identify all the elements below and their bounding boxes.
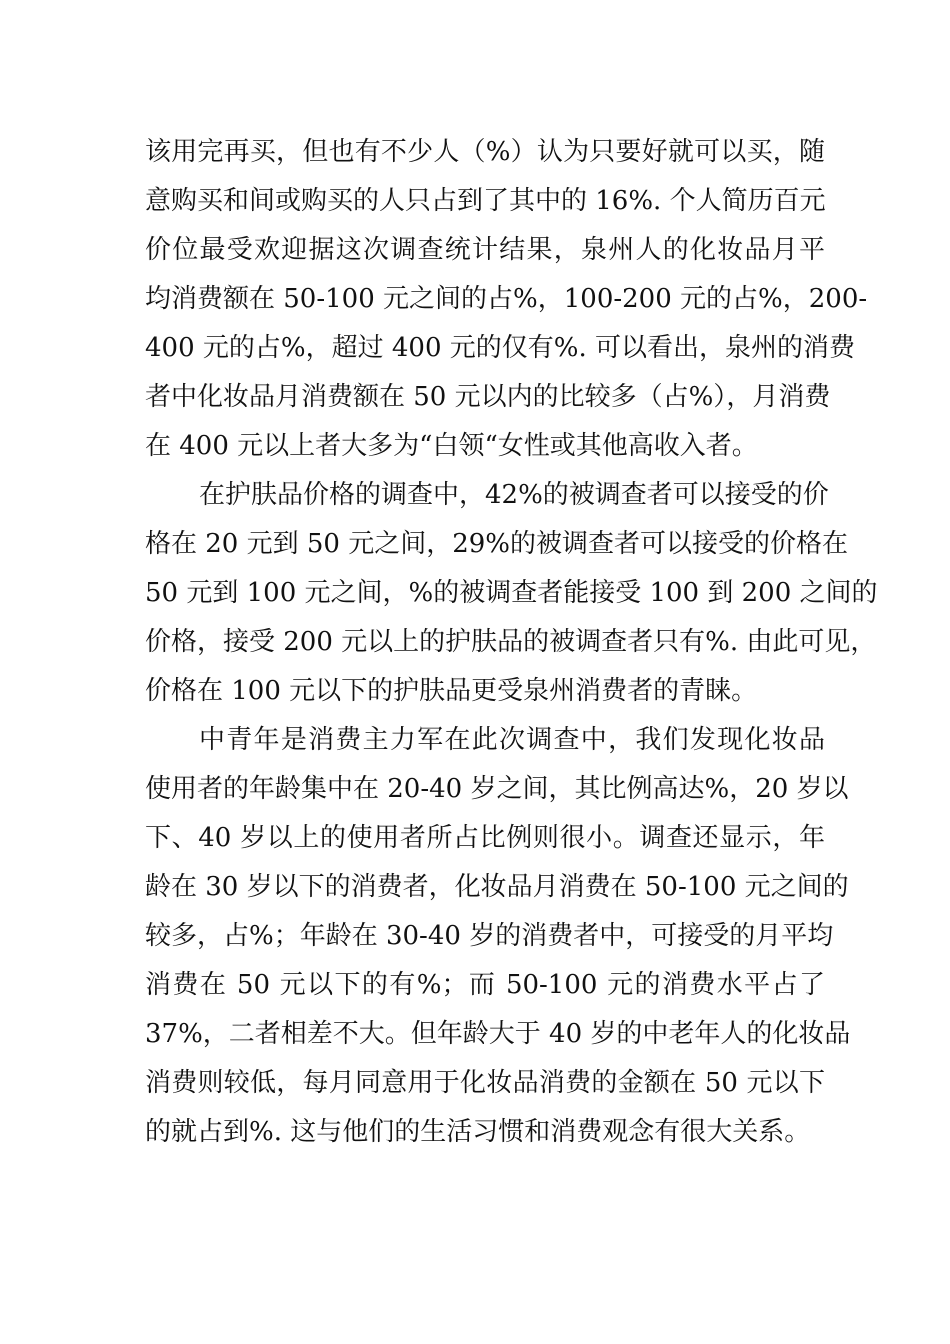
text-line: 价格在 100 元以下的护肤品更受泉州消费者的青睐。 <box>145 676 758 706</box>
text-line: 中青年是消费主力军在此次调查中，我们发现化妆品 <box>199 725 825 755</box>
text-line: 较多，占%；年龄在 30-40 岁的消费者中，可接受的月平均 <box>145 921 834 951</box>
text-line: 在护肤品价格的调查中，42%的被调查者可以接受的价 <box>199 480 829 510</box>
document-page <box>145 128 878 1157</box>
paragraph-1 <box>145 128 868 471</box>
text-line: 使用者的年龄集中在 20-40 岁之间，其比例高达%，20 岁以 <box>145 774 849 804</box>
text-line: 的就占到%. 这与他们的生活习惯和消费观念有很大关系。 <box>145 1117 811 1147</box>
text-line: 均消费额在 50-100 元之间的占%，100-200 元的占%，200- <box>145 284 868 314</box>
text-line: 意购买和间或购买的人只占到了其中的 16%. 个人简历百元 <box>145 186 826 216</box>
text-line: 消费在 50 元以下的有%；而 50-100 元的消费水平占了 <box>145 970 825 1000</box>
text-line: 400 元的占%，超过 400 元的仅有%. 可以看出，泉州的消费 <box>145 333 855 363</box>
paragraph-2 <box>145 471 878 716</box>
text-line: 价位最受欢迎据这次调查统计结果，泉州人的化妆品月平 <box>145 235 825 265</box>
text-line: 37%，二者相差不大。但年龄大于 40 岁的中老年人的化妆品 <box>145 1019 851 1049</box>
text-line: 该用完再买，但也有不少人（%）认为只要好就可以买，随 <box>145 137 825 167</box>
text-line: 下、40 岁以上的使用者所占比例则很小。调查还显示，年 <box>145 823 825 853</box>
text-line: 者中化妆品月消费额在 50 元以内的比较多（占%），月消费 <box>145 382 831 412</box>
text-line: 50 元到 100 元之间，%的被调查者能接受 100 到 200 之间的 <box>145 578 878 608</box>
text-line: 格在 20 元到 50 元之间，29%的被调查者可以接受的价格在 <box>145 529 849 559</box>
paragraph-3 <box>145 716 851 1157</box>
text-line: 价格，接受 200 元以上的护肤品的被调查者只有%. 由此可见， <box>145 627 877 657</box>
text-line: 在 400 元以上者大多为“白领“女性或其他高收入者。 <box>145 431 758 461</box>
text-line: 龄在 30 岁以下的消费者，化妆品月消费在 50-100 元之间的 <box>145 872 849 902</box>
text-line: 消费则较低，每月同意用于化妆品消费的金额在 50 元以下 <box>145 1068 825 1098</box>
